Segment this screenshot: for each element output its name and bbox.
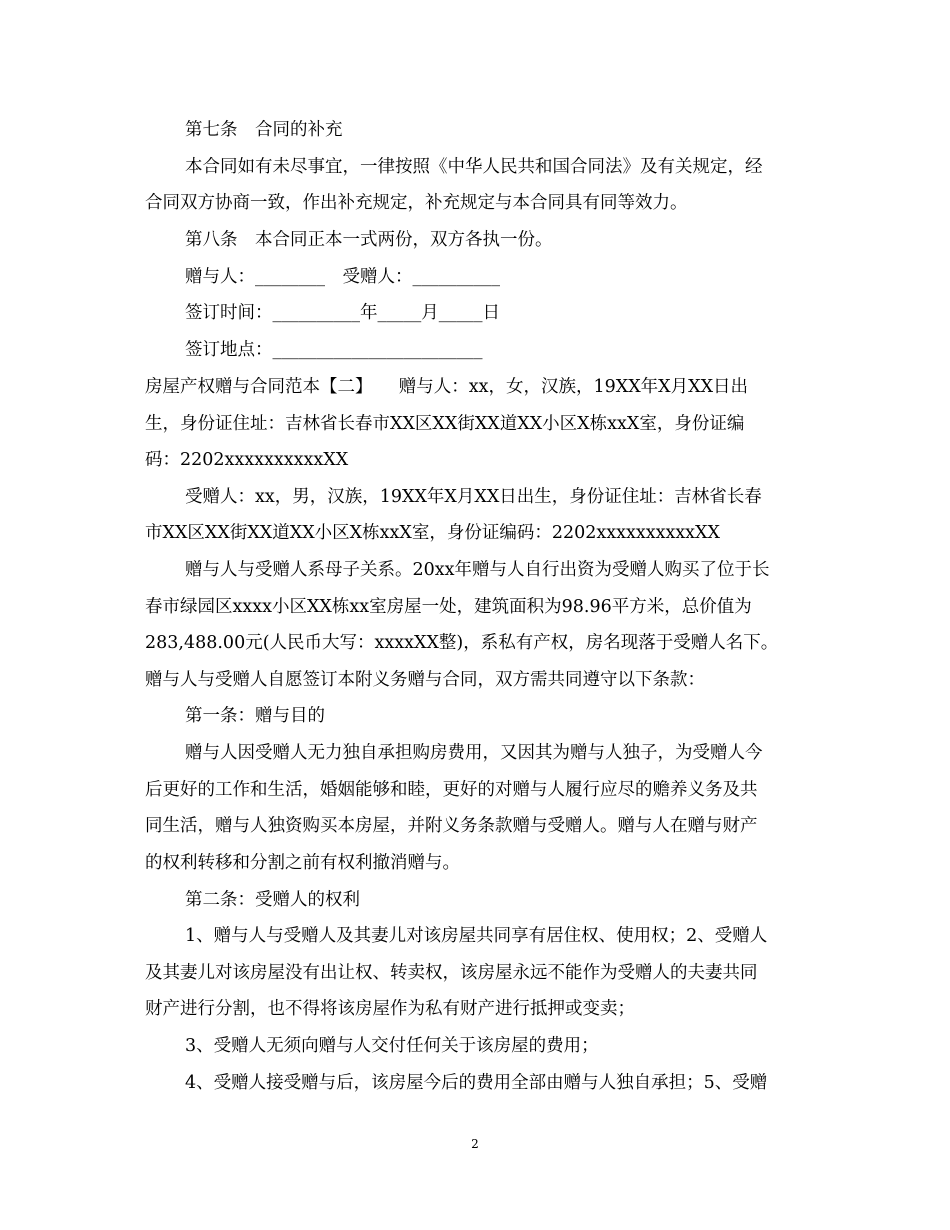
- donor-signature-line: 赠与人：________ 受赠人：__________: [185, 267, 500, 287]
- paragraph-line: 及其妻儿对该房屋没有出让权、转卖权，该房屋永远不能作为受赠人的夫妻共同: [145, 963, 758, 983]
- paragraph-line: 赠与人因受赠人无力独自承担购房费用，又因其为赠与人独子，为受赠人今: [185, 743, 763, 763]
- paragraph-line: 4、受赠人接受赠与后，该房屋今后的费用全部由赠与人独自承担；5、受赠: [185, 1073, 768, 1093]
- signing-place-line: 签订地点：________________________: [185, 340, 483, 360]
- paragraph-line: 合同双方协商一致，作出补充规定，补充规定与本合同具有同等效力。: [145, 193, 688, 213]
- paragraph-line: 市XX区XX街XX道XX小区X栋xxX室，身份证编码：2202xxxxxxxxxxXX: [145, 523, 720, 543]
- paragraph-line: 1、赠与人与受赠人及其妻儿对该房屋共同享有居住权、使用权；2、受赠人: [185, 926, 768, 946]
- paragraph-line: 后更好的工作和生活，婚姻能够和睦，更好的对赠与人履行应尽的赡养义务及共: [145, 780, 758, 800]
- article-8-heading: 第八条 本合同正本一式两份，双方各执一份。: [185, 230, 553, 250]
- paragraph-line: 春市绿园区xxxx小区XX栋xx室房屋一处，建筑面积为98.96平方米，总价值为: [145, 597, 752, 617]
- template-2-heading: 房屋产权赠与合同范本【二】 赠与人：xx，女，汉族，19XX年X月XX日出: [145, 377, 749, 397]
- signing-date-line: 签订时间：__________年_____月_____日: [185, 303, 500, 323]
- paragraph-line: 生，身份证住址：吉林省长春市XX区XX街XX道XX小区X栋xxX室，身份证编: [145, 414, 745, 434]
- paragraph-line: 本合同如有未尽事宜，一律按照《中华人民共和国合同法》及有关规定，经: [185, 157, 763, 177]
- paragraph-line: 受赠人：xx，男，汉族，19XX年X月XX日出生，身份证住址：吉林省长春: [185, 487, 762, 507]
- paragraph-line: 赠与人与受赠人自愿签订本附义务赠与合同，双方需共同遵守以下条款：: [145, 670, 705, 690]
- paragraph-line: 3、受赠人无须向赠与人交付任何关于该房屋的费用；: [185, 1036, 599, 1056]
- article-1-heading: 第一条：赠与目的: [185, 706, 325, 726]
- paragraph-line: 赠与人与受赠人系母子关系。20xx年赠与人自行出资为受赠人购买了位于长: [185, 560, 770, 580]
- paragraph-line: 283,488.00元(人民币大写：xxxxXX整)，系私有产权，房名现落于受赠人名下。: [145, 633, 779, 653]
- article-2-heading: 第二条：受赠人的权利: [185, 890, 360, 910]
- paragraph-line: 同生活，赠与人独资购买本房屋，并附义务条款赠与受赠人。赠与人在赠与财产: [145, 816, 758, 836]
- paragraph-line: 的权利转移和分割之前有权利撤消赠与。: [145, 853, 460, 873]
- article-7-heading: 第七条 合同的补充: [185, 120, 343, 140]
- paragraph-line: 码：2202xxxxxxxxxxXX: [145, 450, 349, 470]
- paragraph-line: 财产进行分割，也不得将该房屋作为私有财产进行抵押或变卖；: [145, 999, 635, 1019]
- page-number: 2: [471, 1137, 479, 1151]
